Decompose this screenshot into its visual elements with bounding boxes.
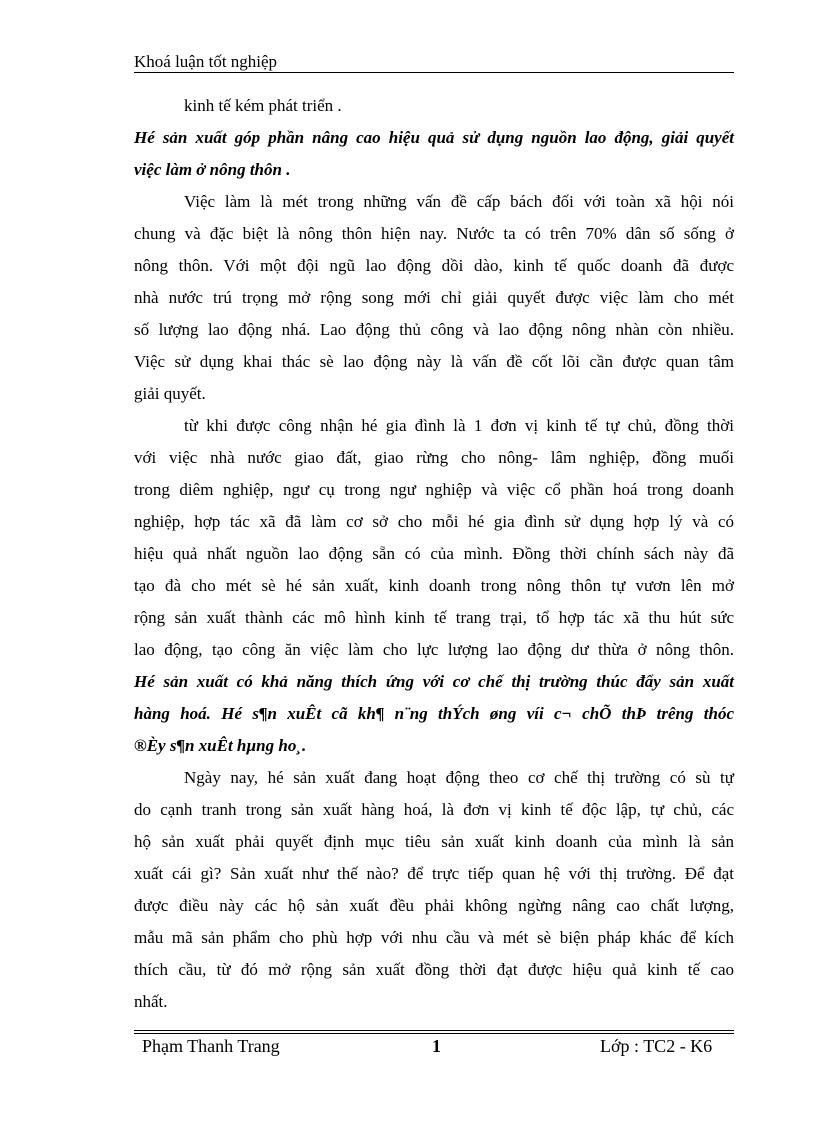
text-line: Ngày nay, hé sản xuất đang hoạt động theo cơ chế thị trường có sù tự <box>184 768 734 787</box>
text-line: thích cầu, từ đó mở rộng sản xuất đồng thời đạt được hiệu quả kinh tế cao <box>134 960 734 979</box>
text-line: số lượng lao động nhá. Lao động thủ công và lao động nông nhàn còn nhiều. <box>134 320 734 339</box>
text-line: nhất. <box>134 992 168 1011</box>
footer-author: Phạm Thanh Trang <box>142 1036 280 1056</box>
text-line: lao động, tạo công ăn việc làm cho lực lượng lao động dư thừa ở nông thôn. <box>134 640 734 659</box>
text-line: hàng hoá. Hé s¶n xuÊt cã kh¶ n¨ng thÝch øng víi c¬ chÕ thÞ trêng thóc <box>134 704 734 723</box>
body-text <box>134 90 734 1018</box>
text-line: Hé sản xuất góp phần nâng cao hiệu quả sử dụng nguồn lao động, giải quyết <box>134 128 734 147</box>
text-line: nhà nước trú trọng mở rộng song mới chỉ giải quyết được việc làm cho mét <box>134 288 734 307</box>
text-line: hiệu quả nhất nguồn lao động sẵn có của mình. Đồng thời chính sách này đã <box>134 544 734 563</box>
page-header <box>134 50 734 73</box>
text-line: với việc nhà nước giao đất, giao rừng cho nông- lâm nghiệp, đồng muối <box>134 448 734 467</box>
text-line: từ khi được công nhận hé gia đình là 1 đơn vị kinh tế tự chủ, đồng thời <box>184 416 734 435</box>
text-line: mẫu mã sản phẩm cho phù hợp với nhu cầu và mét sè biện pháp khác để kích <box>134 928 734 947</box>
footer-page-number: 1 <box>432 1036 441 1056</box>
footer-rule-bottom <box>134 1033 734 1034</box>
text-line: nông thôn. Với một đội ngũ lao động dồi dào, kinh tế quốc doanh đã được <box>134 256 734 275</box>
text-line: việc làm ở nông thôn . <box>134 160 291 179</box>
text-line: giải quyết. <box>134 384 206 403</box>
text-line: kinh tế kém phát triển . <box>184 96 342 115</box>
text-line: ®Èy s¶n xuÊt hµng ho¸. <box>134 736 307 755</box>
text-line: được điều này các hộ sản xuất đều phải không ngừng nâng cao chất lượng, <box>134 896 734 915</box>
footer-class: Lớp : TC2 - K6 <box>600 1036 713 1056</box>
text-line: Hé sản xuất có khả năng thích ứng với cơ chế thị trường thúc đẩy sản xuất <box>134 672 734 691</box>
footer-rule-top <box>134 1030 734 1031</box>
text-line: hộ sản xuất phải quyết định mục tiêu sản xuất kinh doanh của mình là sản <box>134 832 734 851</box>
header-title: Khoá luận tốt nghiệp <box>134 52 278 71</box>
text-line: Việc làm là mét trong những vấn đề cấp bách đối với toàn xã hội nói <box>184 192 734 211</box>
text-line: chung và đặc biệt là nông thôn hiện nay. Nước ta có trên 70% dân số sống ở <box>134 224 734 243</box>
text-line: Việc sử dụng khai thác sè lao động này là vấn đề cốt lõi cần được quan tâm <box>134 352 734 371</box>
text-line: nghiệp, hợp tác xã đã làm cơ sở cho mỗi hé gia đình sử dụng hợp lý và có <box>134 512 734 531</box>
text-line: trong diêm nghiệp, ngư cụ trong ngư nghiệp và việc cổ phần hoá trong doanh <box>134 480 734 499</box>
text-line: do cạnh tranh trong sản xuất hàng hoá, là đơn vị kinh tế độc lập, tự chủ, các <box>134 800 734 819</box>
text-line: tạo đà cho mét sè hé sản xuất, kinh doanh trong nông thôn tự vươn lên mở <box>134 576 734 595</box>
text-line: xuất cái gì? Sản xuất như thế nào? để trực tiếp quan hệ với thị trường. Để đạt <box>134 864 734 883</box>
text-line: rộng sản xuất thành các mô hình kinh tế trang trại, tổ hợp tác xã thu hút sức <box>134 608 734 627</box>
